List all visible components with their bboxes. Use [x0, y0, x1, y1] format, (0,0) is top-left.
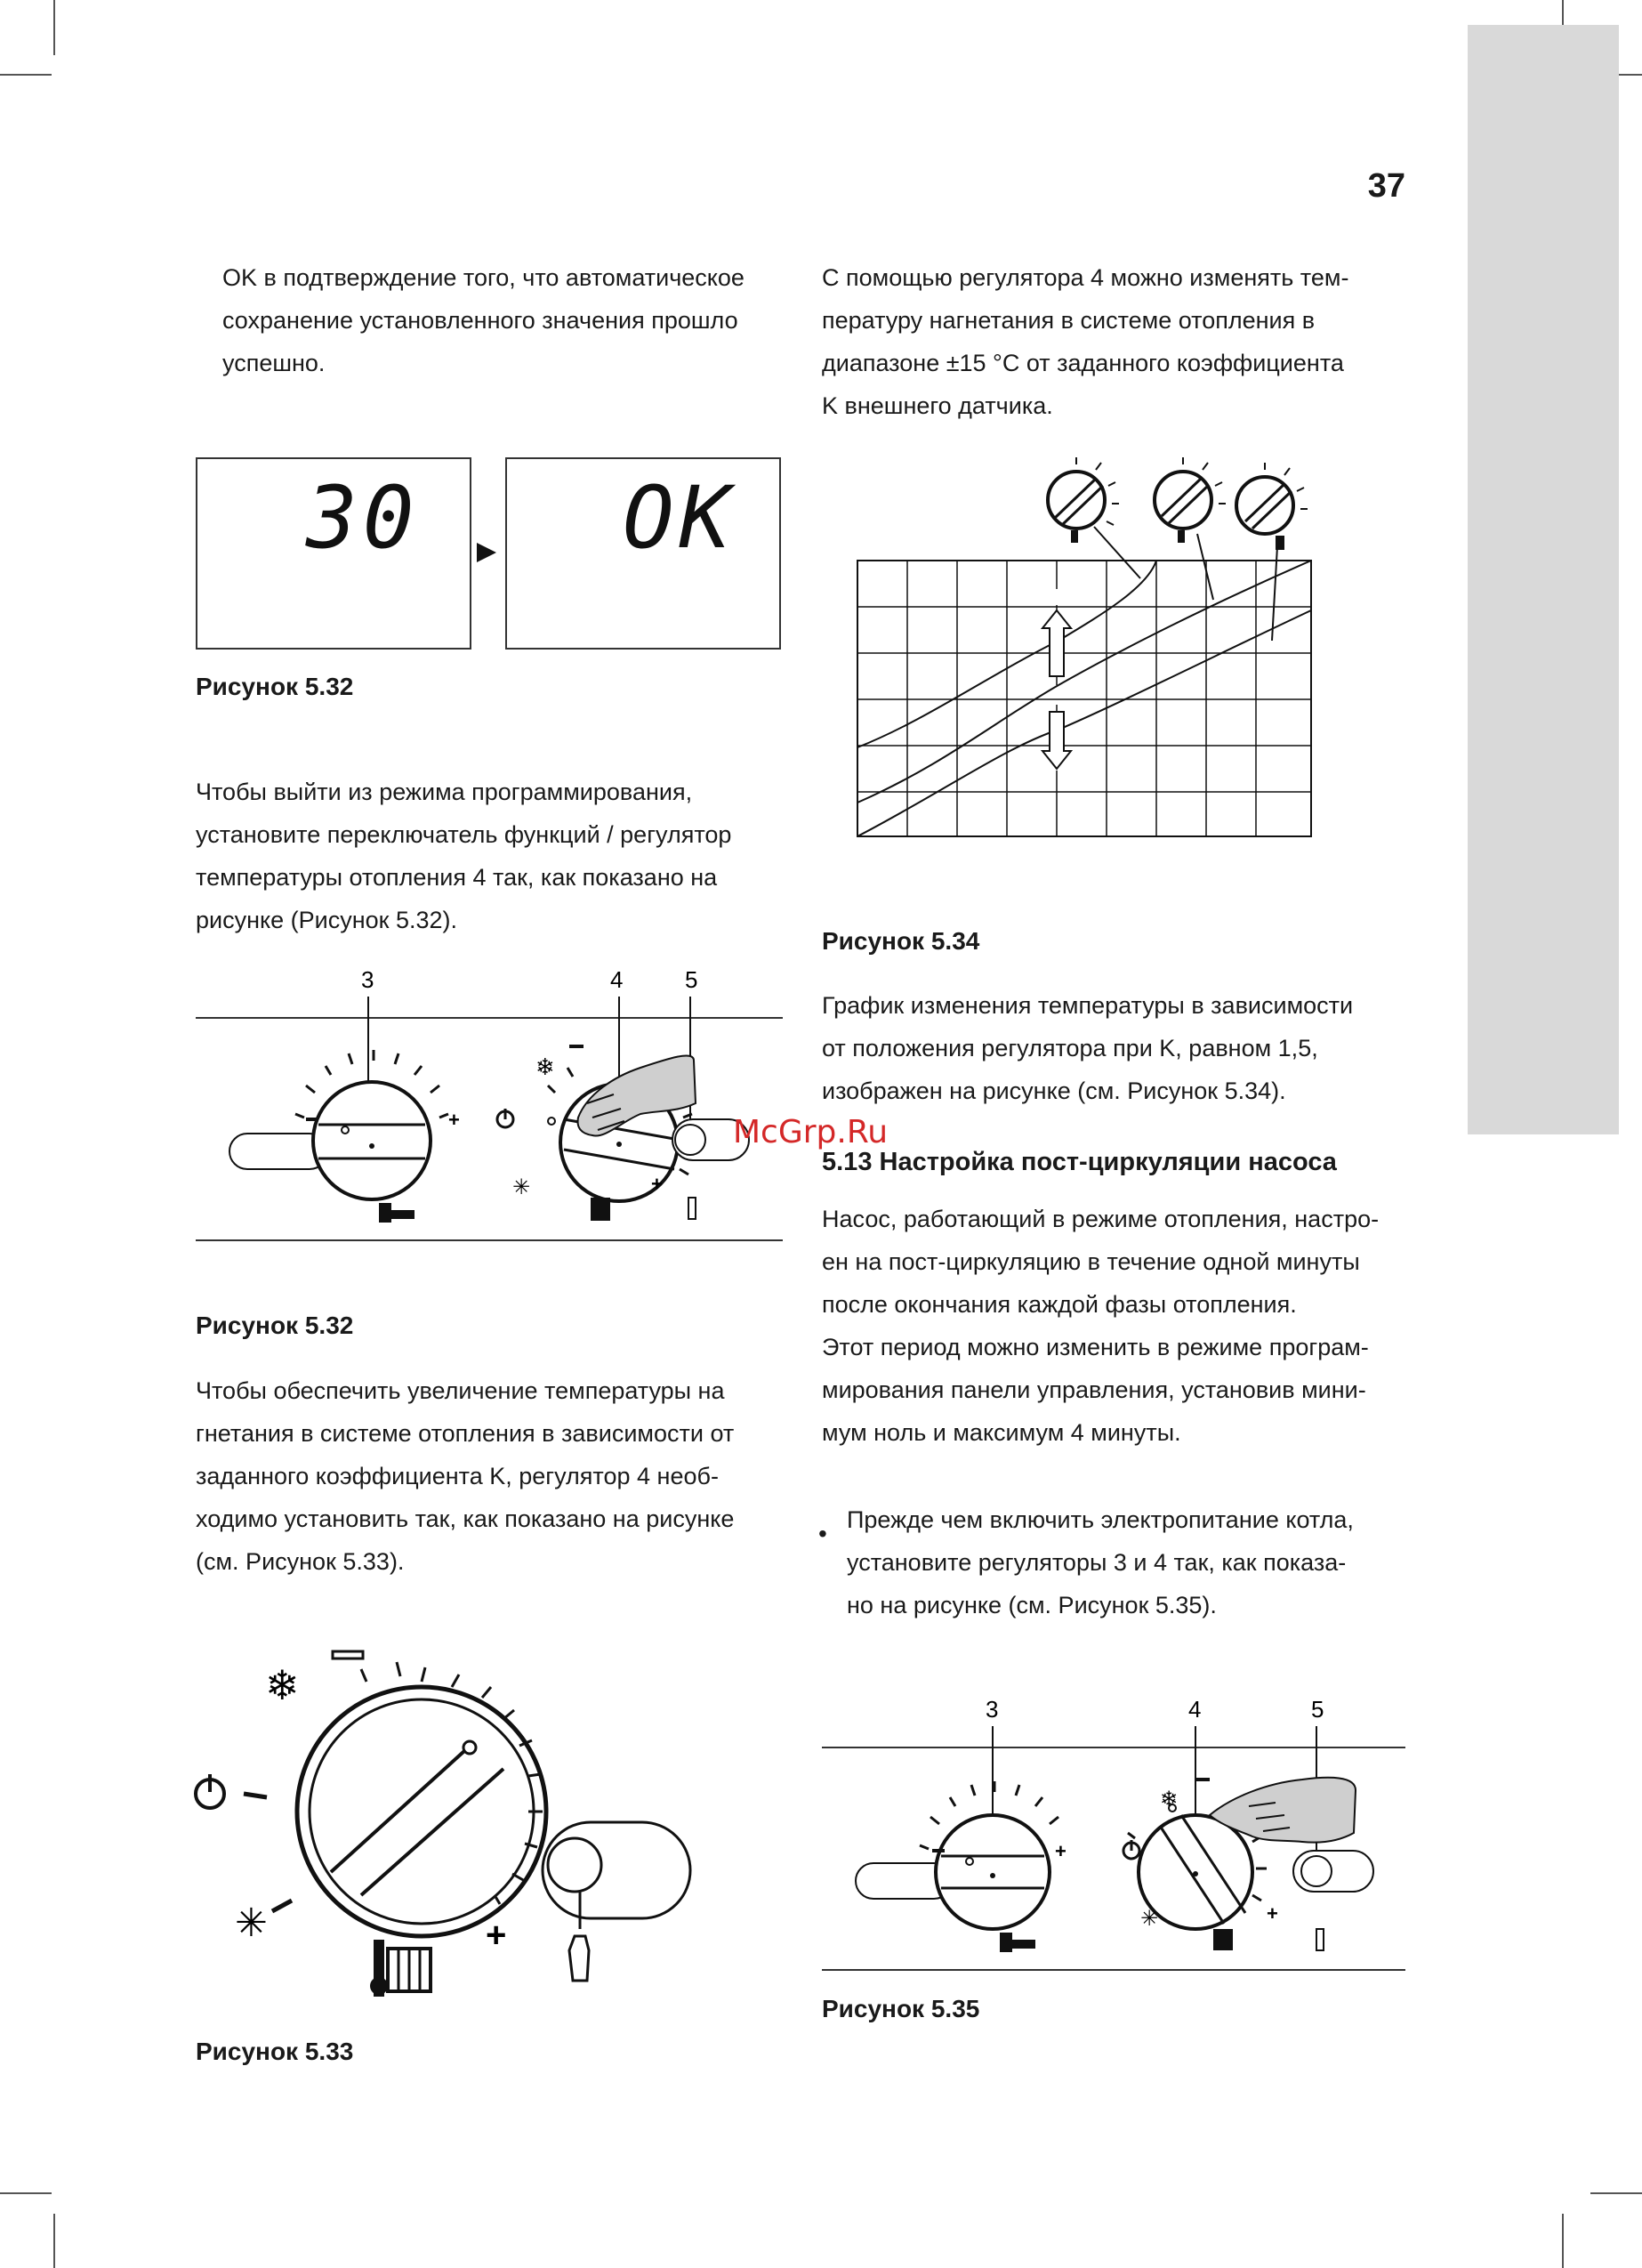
- left-paragraph-3: [196, 1369, 781, 1583]
- figure-caption: Рисунок 5.32: [196, 673, 354, 700]
- label-5: 5: [685, 966, 698, 993]
- crop-mark: [0, 2192, 52, 2194]
- control-panel-diagram: [822, 1691, 1409, 1975]
- text-line: после окончания каждой фазы отопления.: [822, 1291, 1297, 1318]
- text-line: заданного коэффициента K, регулятор 4 необ-: [196, 1463, 719, 1489]
- temperature-graph: [854, 454, 1316, 845]
- knob-icon: [1155, 457, 1226, 543]
- text-line: температуры отопления 4 так, как показано на: [196, 864, 718, 891]
- control-panel-diagram: [196, 961, 783, 1246]
- crop-mark: [0, 74, 52, 76]
- text-line: С помощью регулятора 4 можно изменять тем-: [822, 264, 1349, 291]
- right-paragraph-1: [822, 256, 1405, 427]
- watermark-text: McGrp.Ru: [733, 1114, 889, 1150]
- arrow-up-icon: [1042, 610, 1071, 676]
- text-line: пературу нагнетания в системе отопления в: [822, 307, 1316, 334]
- svg-text:❄: ❄: [535, 1053, 555, 1080]
- lcd-value: OK: [623, 468, 736, 568]
- svg-text:❄: ❄: [1160, 1788, 1179, 1812]
- figure-caption: Рисунок 5.34: [822, 927, 980, 955]
- label-4: 4: [610, 966, 624, 993]
- text-line: Чтобы обеспечить увеличение температуры на: [196, 1377, 725, 1404]
- text-line: но на рисунке (см. Рисунок 5.35).: [847, 1592, 1217, 1618]
- text-line: мирования панели управления, установив мини-: [822, 1376, 1366, 1403]
- figure-caption: Рисунок 5.33: [196, 2038, 354, 2065]
- left-paragraph-2: [196, 771, 781, 941]
- svg-text:+: +: [651, 1173, 663, 1195]
- text-line: гнетания в системе отопления в зависимости от: [196, 1420, 735, 1447]
- bullet-paragraph: [847, 1498, 1405, 1626]
- label-5: 5: [1311, 1696, 1324, 1723]
- text-line: ен на пост-циркуляцию в течение одной минуты: [822, 1248, 1360, 1275]
- text-line: Насос, работающий в режиме отопления, настро-: [822, 1206, 1380, 1232]
- text-line: Чтобы выйти из режима программирования,: [196, 779, 693, 805]
- text-line: K внешнего датчика.: [822, 392, 1053, 419]
- svg-text:+: +: [448, 1109, 460, 1131]
- bullet-marker: •: [818, 1520, 827, 1547]
- crop-mark: [53, 2214, 55, 2268]
- knob-icon: [1048, 457, 1119, 543]
- knob-icon: [1236, 463, 1308, 550]
- arrow-right-icon: [475, 541, 498, 564]
- text-line: сохранение установленного значения прошло: [222, 307, 738, 334]
- svg-text:✳: ✳: [1140, 1907, 1159, 1931]
- side-tab: [1468, 25, 1619, 1134]
- svg-text:✳: ✳: [235, 1901, 268, 1945]
- regulator-knob-diagram: [187, 1637, 703, 2002]
- text-line: Прежде чем включить электропитание котла,: [847, 1506, 1354, 1533]
- text-line: установите регуляторы 3 и 4 так, как показа-: [847, 1549, 1347, 1576]
- text-line: от положения регулятора при K, равном 1,5,: [822, 1035, 1318, 1061]
- label-3: 3: [986, 1696, 999, 1723]
- crop-mark: [1562, 2214, 1564, 2268]
- page-number: 37: [1367, 167, 1405, 205]
- text-line: ходимо установить так, как показано на рисунке: [196, 1505, 735, 1532]
- text-line: рисунке (Рисунок 5.32).: [196, 907, 458, 933]
- label-3: 3: [361, 966, 374, 993]
- crop-mark: [1590, 2192, 1642, 2194]
- text-line: мум ноль и максимум 4 минуты.: [822, 1419, 1181, 1446]
- lcd-display-right: [505, 457, 781, 650]
- svg-text:❄: ❄: [265, 1662, 300, 1708]
- text-line: изображен на рисунке (см. Рисунок 5.34).: [822, 1078, 1286, 1104]
- left-paragraph-1: [222, 256, 781, 384]
- text-line: установите переключатель функций / регулятор: [196, 821, 732, 848]
- figure-caption: Рисунок 5.32: [196, 1312, 354, 1339]
- text-line: (см. Рисунок 5.33).: [196, 1548, 405, 1575]
- svg-text:+: +: [1267, 1902, 1278, 1925]
- svg-text:✳: ✳: [512, 1175, 531, 1199]
- section-heading: 5.13 Настройка пост-циркуляции насоса: [822, 1148, 1337, 1176]
- text-line: Этот период можно изменить в режиме програм-: [822, 1334, 1369, 1360]
- lcd-display-left: [196, 457, 471, 650]
- right-paragraph-2: [822, 984, 1405, 1112]
- label-4: 4: [1188, 1696, 1202, 1723]
- right-paragraph-3: [822, 1198, 1405, 1454]
- lcd-value: 30: [306, 468, 420, 568]
- text-line: успешно.: [222, 350, 326, 376]
- figure-caption: Рисунок 5.35: [822, 1995, 980, 2022]
- text-line: OK в подтверждение того, что автоматическое: [222, 264, 745, 291]
- arrow-down-icon: [1042, 712, 1071, 769]
- svg-text:+: +: [1055, 1840, 1066, 1862]
- text-line: диапазоне ±15 °С от заданного коэффициента: [822, 350, 1344, 376]
- crop-mark: [53, 0, 55, 55]
- svg-text:+: +: [486, 1916, 507, 1955]
- text-line: График изменения температуры в зависимости: [822, 992, 1354, 1019]
